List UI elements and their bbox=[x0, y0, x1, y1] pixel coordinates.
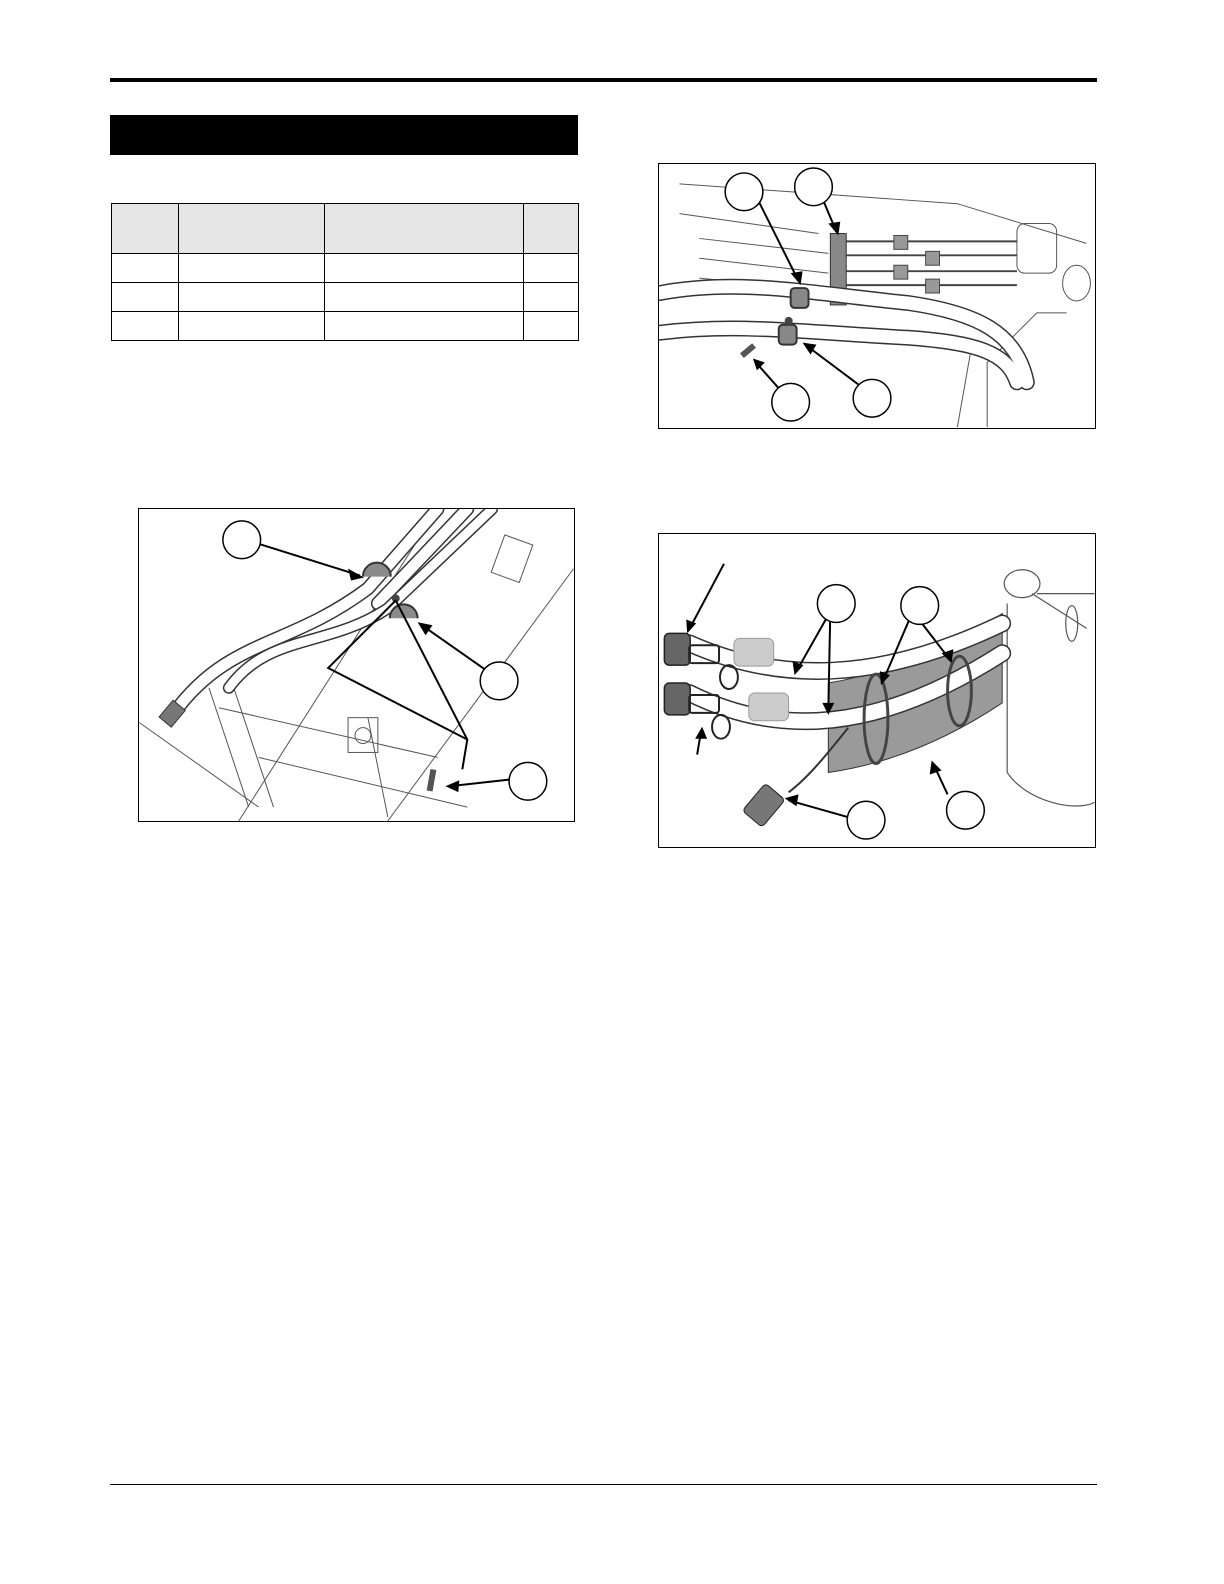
table-row bbox=[112, 254, 579, 283]
callout-circle bbox=[947, 791, 985, 829]
table-row bbox=[112, 312, 579, 341]
quick-coupler-illustration bbox=[659, 534, 1095, 847]
parts-table-header-row bbox=[112, 204, 579, 254]
callout-circle bbox=[795, 168, 833, 206]
table-cell bbox=[524, 283, 579, 312]
figure-quick-couplers bbox=[658, 533, 1096, 848]
top-rule bbox=[110, 78, 1097, 82]
callout-circle bbox=[817, 585, 855, 623]
header-cell bbox=[112, 204, 179, 254]
table-cell bbox=[524, 254, 579, 283]
table-cell bbox=[112, 312, 179, 341]
callout-circle bbox=[853, 379, 891, 417]
table-cell bbox=[178, 283, 324, 312]
callout-circle bbox=[509, 762, 547, 800]
table-cell bbox=[324, 312, 524, 341]
table-cell bbox=[324, 283, 524, 312]
section-heading-bar bbox=[110, 115, 578, 155]
callout-circle bbox=[725, 173, 763, 211]
table-cell bbox=[524, 312, 579, 341]
figure-hose-clamps-cab bbox=[658, 163, 1096, 429]
hose-clamp-illustration bbox=[139, 509, 574, 821]
table-cell bbox=[324, 254, 524, 283]
callout-circle bbox=[772, 383, 810, 421]
table-cell bbox=[178, 312, 324, 341]
callout-circle bbox=[847, 801, 885, 839]
header-cell bbox=[324, 204, 524, 254]
table-cell bbox=[112, 254, 179, 283]
table-row bbox=[112, 283, 579, 312]
callout-circle bbox=[480, 662, 518, 700]
figure-hose-clamps-boom bbox=[138, 508, 575, 822]
bottom-rule bbox=[110, 1484, 1097, 1485]
header-cell bbox=[178, 204, 324, 254]
callout-circle bbox=[223, 521, 261, 559]
callout-circle bbox=[901, 587, 939, 625]
cab-clamp-illustration bbox=[659, 164, 1095, 428]
parts-table bbox=[111, 203, 579, 341]
header-cell bbox=[524, 204, 579, 254]
table-cell bbox=[112, 283, 179, 312]
table-cell bbox=[178, 254, 324, 283]
